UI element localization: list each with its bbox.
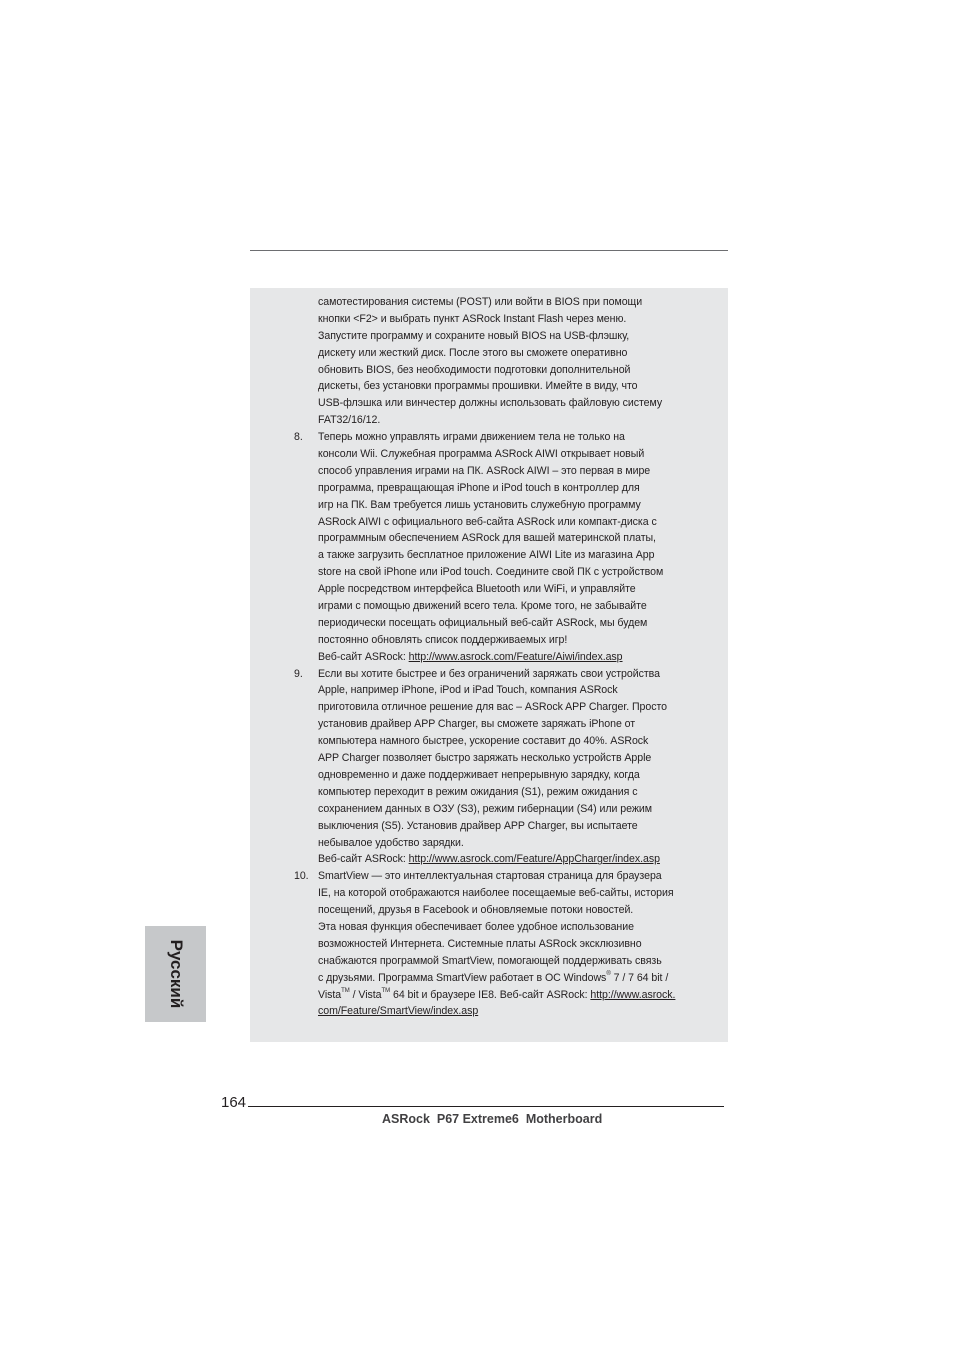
- text-line: [294, 835, 714, 852]
- text-line: [294, 818, 714, 835]
- text-line: [294, 1003, 714, 1020]
- line-text: а также загрузить бесплатное приложение AIWI Lite из магазина App: [318, 549, 655, 562]
- line-text: сохранением данных в ОЗУ (S3), режим гибернации (S4) или режим: [318, 802, 652, 815]
- text-line: [294, 750, 714, 767]
- text-line: [294, 902, 714, 919]
- line-text: программным обеспечением ASRock для вашей материнской платы,: [318, 532, 656, 545]
- line-text: с друзьями. Программа SmartView работает в ОС Windows: [318, 971, 607, 984]
- list-number: 10.: [294, 870, 309, 883]
- text-line: [294, 497, 714, 514]
- text-line: [294, 733, 714, 750]
- text-line: [294, 784, 714, 801]
- web-link[interactable]: com/Feature/SmartView/index.asp: [318, 1005, 479, 1018]
- text-line: [294, 682, 714, 699]
- text-line: [294, 530, 714, 547]
- line-text: ASRock AIWI с официального веб-сайта ASRock или компакт-диска с: [318, 515, 657, 528]
- text-line: [294, 378, 714, 395]
- text-line: [294, 632, 714, 649]
- line-text: IE, на которой отображаются наиболее посещаемые веб-сайты, история: [318, 887, 674, 900]
- text-line: [294, 328, 714, 345]
- text-line: [294, 851, 714, 868]
- line-text: консоли Wii. Служебная программа ASRock AIWI открывает новый: [318, 448, 645, 461]
- text-line: [294, 598, 714, 615]
- line-text: дискету или жесткий диск. После этого вы сможете оперативно: [318, 346, 628, 359]
- list-number: 9.: [294, 667, 303, 680]
- top-divider: [250, 250, 728, 251]
- text-line: [294, 649, 714, 666]
- superscript: ®: [606, 970, 611, 977]
- line-text: дискеты, без установки программы прошивки. Имейте в виду, что: [318, 380, 638, 393]
- page-number: 164: [221, 1094, 247, 1111]
- language-tab-label: Русский: [167, 939, 186, 1009]
- line-text: постоянно обновлять список поддерживаемых игр!: [318, 633, 568, 646]
- line-text: программа, превращающая iPhone и iPod touch в контроллер для: [318, 481, 640, 494]
- text-line: [294, 345, 714, 362]
- text-line: [294, 581, 714, 598]
- line-text: кнопки <F2> и выбрать пункт ASRock Instant Flash через меню.: [318, 312, 627, 325]
- line-text: обновить BIOS, без необходимости подготовки дополнительной: [318, 363, 631, 376]
- text-line: [294, 564, 714, 581]
- text-line: [294, 936, 714, 953]
- line-text: Apple, например iPhone, iPod и iPad Touch, компания ASRock: [318, 684, 618, 697]
- line-text: Эта новая функция обеспечивает более удобное использование: [318, 920, 634, 933]
- line-text: установив драйвер APP Charger, вы сможете заряжать iPhone от: [318, 718, 636, 731]
- line-text: Запустите программу и сохраните новый BIOS на USB-флэшку,: [318, 329, 630, 342]
- line-text: играми с помощью движений всего тела. Кроме того, не забывайте: [318, 600, 647, 613]
- line-text: одновременно и даже поддерживает непрерывную зарядку, когда: [318, 768, 640, 781]
- text-line: [294, 699, 714, 716]
- line-text: посещений, друзья в Facebook и обновляемые потоки новостей.: [318, 904, 634, 917]
- footer-divider: [248, 1106, 724, 1107]
- text-line: [294, 970, 714, 987]
- text-line: [294, 480, 714, 497]
- line-text: Веб-сайт ASRock:: [318, 853, 409, 866]
- text-line: [294, 463, 714, 480]
- text-line: [294, 429, 714, 446]
- text-line: [294, 615, 714, 632]
- line-text: Apple посредством интерфейса Bluetooth или WiFi, и управляйте: [318, 583, 636, 596]
- text-line: [294, 362, 714, 379]
- line-text: компьютер переходит в режим ожидания (S1), режим ожидания с: [318, 785, 638, 798]
- line-text: 7 / 7 64 bit /: [610, 971, 669, 984]
- line-text: / Vista: [349, 988, 382, 1001]
- line-text: Если вы хотите быстрее и без ограничений заряжать свои устройства: [318, 667, 660, 680]
- web-link[interactable]: http://www.asrock.: [590, 988, 676, 1001]
- web-link[interactable]: http://www.asrock.com/Feature/AppCharger/index.asp: [408, 853, 660, 866]
- line-text: Веб-сайт ASRock:: [318, 650, 409, 663]
- text-line: [294, 801, 714, 818]
- text-line: [294, 767, 714, 784]
- text-line: [294, 294, 714, 311]
- text-line: [294, 311, 714, 328]
- text-line: [294, 446, 714, 463]
- line-text: store на свой iPhone или iPod touch. Соедините свой ПК с устройством: [318, 566, 664, 579]
- text-line: [294, 412, 714, 429]
- superscript: TM: [341, 987, 350, 994]
- web-link[interactable]: http://www.asrock.com/Feature/Aiwi/index.asp: [408, 650, 623, 663]
- line-text: выключения (S5). Установив драйвер APP Charger, вы испытаете: [318, 819, 638, 832]
- text-line: [294, 885, 714, 902]
- line-text: небывалое удобство зарядки.: [318, 836, 464, 849]
- line-text: самотестирования системы (POST) или войти в BIOS при помощи: [318, 296, 643, 308]
- line-text: SmartView — это интеллектуальная стартовая страница для браузера: [318, 870, 662, 883]
- text-line: [294, 666, 714, 683]
- line-text: USB-флэшка или винчестер должны использовать файловую систему: [318, 397, 663, 410]
- text-line: [294, 716, 714, 733]
- line-text: игр на ПК. Вам требуется лишь установить служебную программу: [318, 498, 641, 511]
- text-line: [294, 953, 714, 970]
- list-number: 8.: [294, 431, 303, 444]
- line-text: компьютера намного быстрее, ускорение составит до 40%. ASRock: [318, 735, 649, 748]
- text-line: [294, 919, 714, 936]
- line-text: Vista: [318, 988, 342, 1001]
- text-line: [294, 514, 714, 531]
- line-text: снабжаются программой SmartView, помогающей поддерживать связь: [318, 954, 662, 967]
- line-text: 64 bit и браузере IE8. Веб-сайт ASRock:: [390, 988, 591, 1001]
- line-text: приготовила отличное решение для вас – ASRock APP Charger. Просто: [318, 701, 668, 714]
- line-text: FAT32/16/12.: [318, 414, 381, 427]
- line-text: APP Charger позволяет быстро заряжать несколько устройств Apple: [318, 752, 652, 765]
- text-line: [294, 547, 714, 564]
- superscript: TM: [381, 987, 391, 994]
- line-text: периодически посещать официальный веб-сайт ASRock, мы будем: [318, 616, 648, 629]
- line-text: Теперь можно управлять играми движением тела не только на: [318, 431, 625, 444]
- body-text: [294, 294, 714, 1020]
- footer-title: ASRock P67 Extreme6 Motherboard: [382, 1112, 603, 1126]
- text-line: [294, 987, 714, 1004]
- text-line: [294, 395, 714, 412]
- line-text: способ управления играми на ПК. ASRock AIWI – это первая в мире: [318, 464, 651, 477]
- line-text: возможностей Интернета. Системные платы ASRock эксклюзивно: [318, 937, 642, 950]
- text-line: [294, 868, 714, 885]
